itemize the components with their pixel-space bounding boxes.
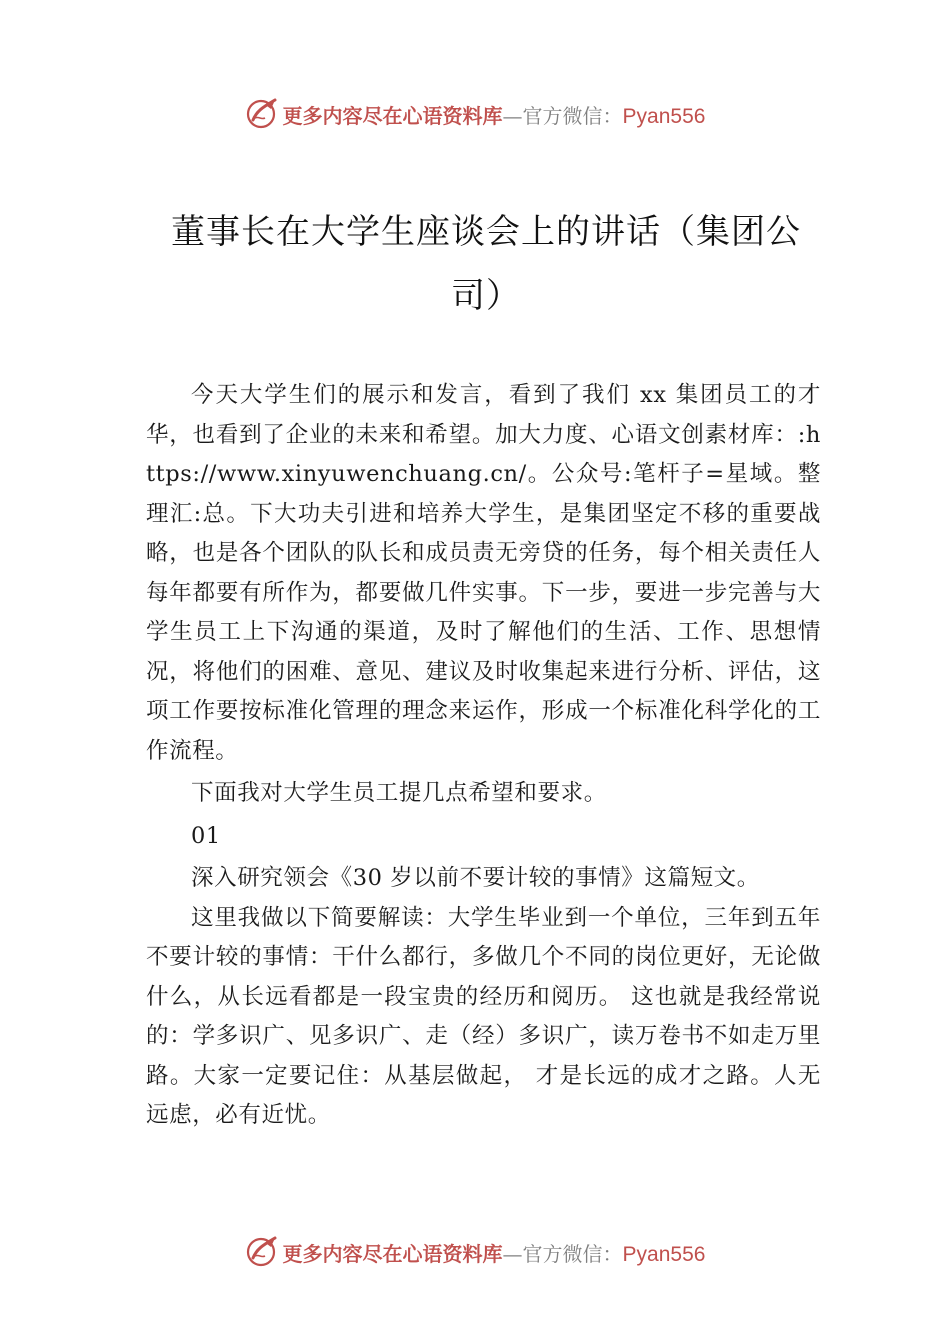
banner-wechat-label: 官方微信： <box>522 1241 623 1266</box>
banner-text <box>283 1238 706 1267</box>
header-banner <box>0 94 950 134</box>
footer-banner <box>0 1232 950 1272</box>
document-title <box>146 200 826 328</box>
banner-promo-text: 更多内容尽在心语资料库 <box>282 1241 503 1266</box>
banner-wechat-label: 官方微信： <box>522 103 623 128</box>
banner-dash: — <box>502 1241 523 1266</box>
banner-wechat-id: Pyan556 <box>622 1242 706 1266</box>
paragraph: 今天大学生们的展示和发言，看到了我们 xx 集团员工的才华，也看到了企业的未来和希望。加大力度、心语文创素材库：:https://www.xinyuwenchuang.cn/。公众号:笔杆子=星域。整理汇:总。下大功夫引进和培养大学生，是集团坚定不移的重要战略，也是各个团队的队长和成员责无旁贷的任务，每个相关责任人每年都要有所作为，都要做几件实事。下一步，要进一步完善与大学生员工上下沟通的渠道，及时了解他们的生活、工作、思想情况，将他们的困难、意见、建议及时收集起来进行分析、评估，这项工作要按标准化管理的理念来运作，形成一个标准化科学化的工作流程。 <box>146 382 821 764</box>
pen-logo-icon <box>245 1234 281 1270</box>
paragraph: 深入研究领会《30 岁以前不要计较的事情》这篇短文。 <box>191 865 760 891</box>
banner-wechat-id: Pyan556 <box>622 104 706 128</box>
banner-text <box>283 100 706 129</box>
title-line-1: 董事长在大学生座谈会上的讲话（集团公 <box>171 212 801 252</box>
banner-dash: — <box>502 103 523 128</box>
document-body <box>146 376 821 1136</box>
banner-promo-text: 更多内容尽在心语资料库 <box>282 103 503 128</box>
title-line-2: 司） <box>451 276 521 316</box>
pen-logo-icon <box>245 96 281 132</box>
paragraph: 下面我对大学生员工提几点希望和要求。 <box>191 780 607 806</box>
section-number: 01 <box>191 822 221 849</box>
paragraph: 这里我做以下简要解读：大学生毕业到一个单位，三年到五年不要计较的事情：干什么都行，多做几个不同的岗位更好，无论做什么，从长远看都是一段宝贵的经历和阅历。 这也就是我经常说的：学多识广、见多识广、走（经）多识广，读万卷书不如走万里路。大家一定要记住：从基层做起， 才是长远的成才之路。人无远虑，必有近忧。 <box>146 904 821 1128</box>
